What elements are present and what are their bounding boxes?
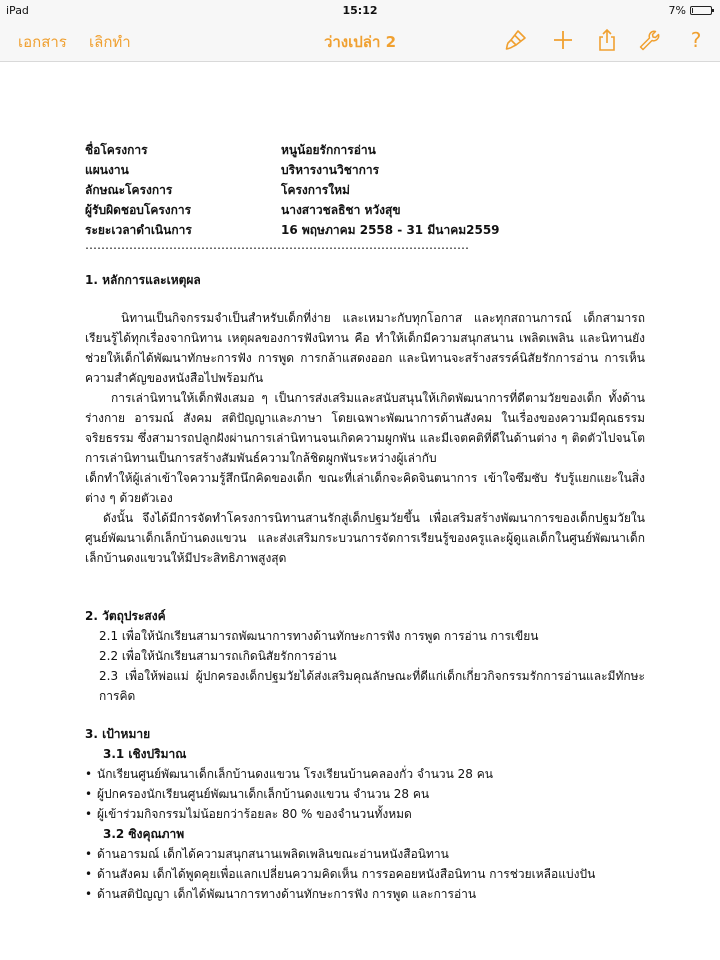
battery-indicator [669,4,712,17]
documents-button[interactable]: เอกสาร [18,33,67,51]
section1-paragraph-2b: เด็กทำให้ผู้เล่าเข้าใจความรู้สึกนึกคิดของเด็ก ขณะที่เล่าเด็กจะคิดจินตนาการ เข้าใจซึมซับ รับรู้แยกแยะในสิ่งต่าง ๆ ด้วยตัวเอง [85,471,645,505]
section1-paragraph-1: นิทานเป็นกิจกรรมจำเป็นสำหรับเด็กที่ง่าย และเหมาะกับทุกโอกาส และทุกสถานการณ์ เด็กสามารถเรียนรู้ได้ทุกเรื่องจากนิทาน เหตุผลของการฟังนิทาน คือ ทำให้เด็กมีความสนุกสนาน เพลิดเพลิน และนิทานยังช่วยให้เด็กได้พัฒนาทักษะการฟัง การพูด การกล้าแสดงออก และนิทานจะสร้างสรรค์นิสัยรักการอ่าน การเห็นความสำคัญของหนังสือไปพร้อมกัน [85,311,645,385]
bullet-text: ด้านสติปัญญา เด็กได้พัฒนาการทางด้านทักษะการฟัง การพูด และการอ่าน [97,887,477,901]
info-value: บริหารงานวิชาการ [281,163,380,177]
info-label: ลักษณะโครงการ [85,183,173,197]
quantity-heading: 3.1 เชิงปริมาณ [103,747,187,761]
info-row [85,160,645,180]
bullet-text: นักเรียนศูนย์พัฒนาเด็กเล็กบ้านดงแขวน โรงเรียนบ้านคลองกั่ว จำนวน 28 คน [97,767,493,781]
objective-item: 2.3 เพื่อให้พ่อแม่ ผู้ปกครองเด็กปฐมวัยได้ส่งเสริมคุณลักษณะที่ดีแก่เด็กเกี่ยวกิจกรรมรักการอ่านและมีทักษะการคิด [99,669,645,703]
document-body[interactable] [85,140,645,904]
section3-heading: 3. เป้าหมาย [85,727,151,741]
bullet-icon: • [85,767,93,781]
battery-percent: 7% [668,4,686,17]
info-value: นางสาวชลธิชา หวังสุข [281,203,401,217]
info-row [85,140,645,160]
wrench-icon[interactable] [638,28,662,52]
quality-heading: 3.2 ซิงคุณภาพ [103,827,185,841]
bullet-icon: • [85,867,93,881]
section1-paragraph-3: ดังนั้น จึงได้มีการจัดทำโครงการนิทานสานรักสู่เด็กปฐมวัยขึ้น เพื่อเสริมสร้างพัฒนาการของเด็กปฐมวัยในศูนย์พัฒนาเด็กเล็กบ้านดงแขวน และส่งเสริมกระบวนการจัดการเรียนรู้ของครูและผู้ดูแลเด็กในศูนย์พัฒนาเด็กเล็กบ้านดงแขวนให้มีประสิทธิภาพสูงสุด [85,511,645,565]
section2-heading: 2. วัตถุประสงค์ [85,609,166,623]
document-title[interactable]: ว่างเปล่า 2 [323,33,397,51]
bullet-text: ผู้ปกครองนักเรียนศูนย์พัฒนาเด็กเล็กบ้านดงแขวน จำนวน 28 คน [97,787,430,801]
bullet-item [85,804,645,824]
share-icon[interactable] [595,28,619,52]
status-bar [0,0,720,20]
device-name: iPad [6,4,29,17]
info-row [85,220,645,240]
objectives-list [85,626,645,706]
quantity-list [85,764,645,824]
section1-paragraph-2: การเล่านิทานให้เด็กฟังเสมอ ๆ เป็นการส่งเสริมและสนับสนุนให้เกิดพัฒนาการที่ดีตามวัยของเด็ก ทั้งด้านร่างกาย อารมณ์ สังคม สติปัญญาและภาษา โดยเฉพาะพัฒนาการด้านสังคม ในเรื่องของความมีคุณธรรม จริยธรรม ซึ่งสามารถปลูกฝังผ่านการเล่านิทานจนเกิดความผูกพัน และมีเจตคติที่ดีในด้านต่าง ๆ ติดตัวไปจนโต การเล่านิทานเป็นการสร้างสัมพันธ์ความใกล้ชิดผูกพันระหว่างผู้เล่ากับ [85,391,645,465]
bullet-item [85,784,645,804]
info-value: 16 พฤษภาคม 2558 - 31 มีนาคม2559 [281,223,500,237]
bullet-text: ผู้เข้าร่วมกิจกรรมไม่น้อยกว่าร้อยละ 80 % ของจำนวนทั้งหมด [97,807,412,821]
bullet-item [85,844,645,864]
bullet-text: ด้านสังคม เด็กได้พูดคุยเพื่อแลกเปลี่ยนความคิดเห็น การรอคอยหนังสือนิทาน การช่วยเหลือแบ่งปัน [97,867,596,881]
project-info [85,140,645,240]
info-label: ระยะเวลาดำเนินการ [85,223,192,237]
info-value: หนูน้อยรักการอ่าน [281,143,376,157]
info-label: แผนงาน [85,163,129,177]
bullet-item [85,884,645,904]
bullet-text: ด้านอารมณ์ เด็กได้ความสนุกสนานเพลิดเพลินขณะอ่านหนังสือนิทาน [97,847,449,861]
bullet-icon: • [85,887,93,901]
clock: 15:12 [342,4,378,17]
separator-line: …………………………………………………………………………………… [85,240,469,252]
section1-heading: 1. หลักการและเหตุผล [85,273,201,287]
info-row [85,180,645,200]
info-row [85,200,645,220]
battery-icon [690,6,712,15]
bullet-icon: • [85,807,93,821]
bullet-icon: • [85,787,93,801]
quality-list [85,844,645,904]
objective-item: 2.1 เพื่อให้นักเรียนสามารถพัฒนาการทางด้านทักษะการฟัง การพูด การอ่าน การเขียน [99,629,539,643]
objective-item: 2.2 เพื่อให้นักเรียนสามารถเกิดนิสัยรักการอ่าน [99,649,337,663]
info-label: ชื่อโครงการ [85,143,148,157]
help-icon[interactable]: ? [690,28,702,52]
paintbrush-icon[interactable] [504,28,528,52]
plus-icon[interactable] [551,28,575,52]
bullet-item [85,864,645,884]
toolbar [0,20,720,62]
info-value: โครงการใหม่ [281,183,350,197]
undo-button[interactable]: เลิกทำ [89,33,131,51]
bullet-icon: • [85,847,93,861]
bullet-item [85,764,645,784]
info-label: ผู้รับผิดชอบโครงการ [85,203,192,217]
